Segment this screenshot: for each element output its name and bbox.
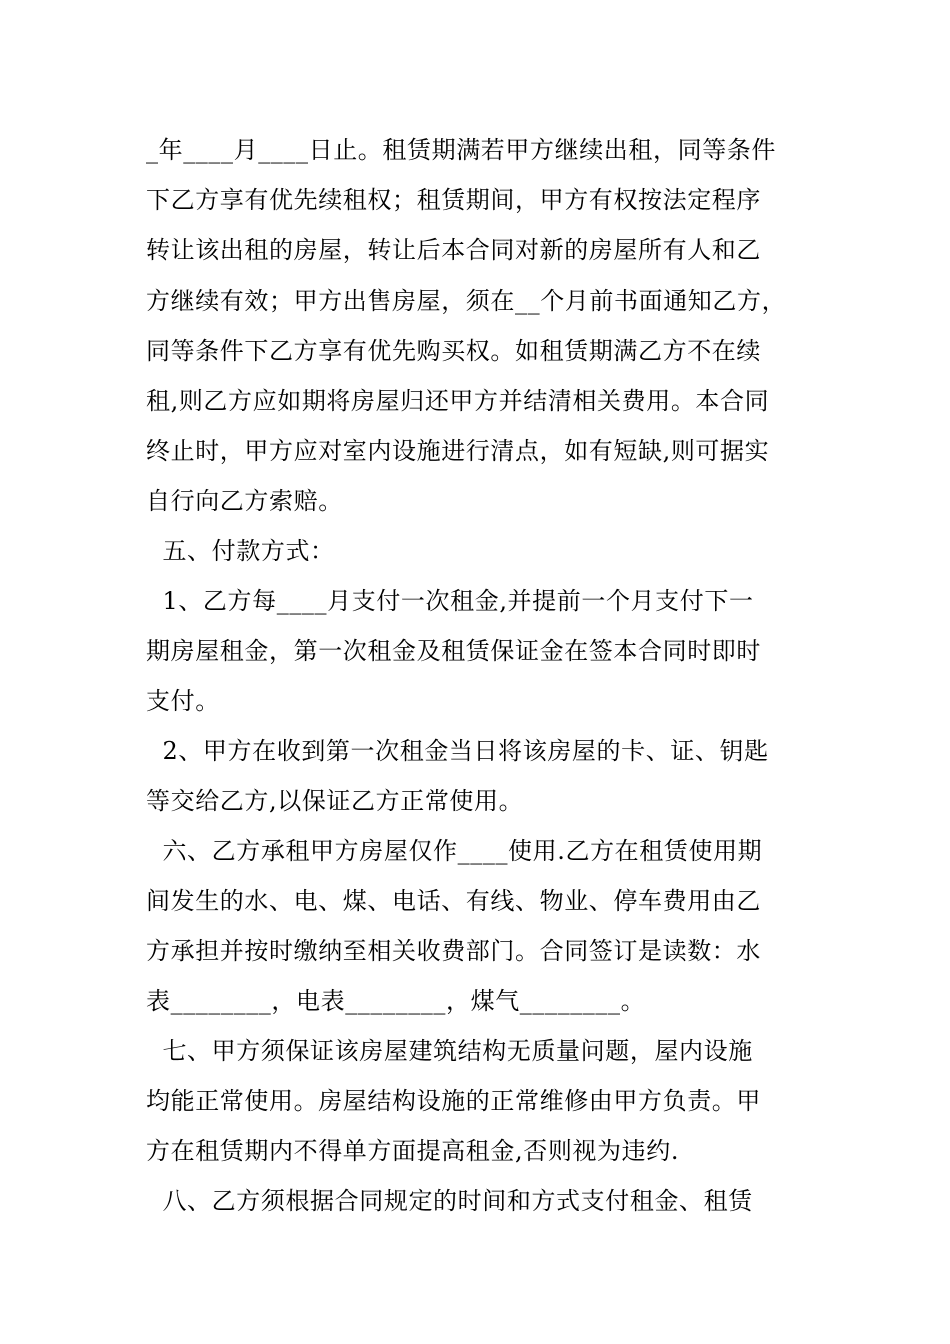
text-line: 1、乙方每____月支付一次租金,并提前一个月支付下一 (146, 587, 754, 615)
text-line: 租,则乙方应如期将房屋归还甲方并结清相关费用。本合同 (146, 387, 770, 415)
text-line: 表________，电表________，煤气________。 (146, 987, 646, 1015)
text-line: 期房屋租金，第一次租金及租赁保证金在签本合同时即时 (146, 637, 761, 665)
text-line: 七、甲方须保证该房屋建筑结构无质量问题，屋内设施 (146, 1037, 753, 1065)
text-line: 下乙方享有优先续租权；租赁期间，甲方有权按法定程序 (146, 186, 761, 214)
text-line: 方承担并按时缴纳至相关收费部门。合同签订是读数：水 (146, 937, 761, 965)
text-line: 同等条件下乙方享有优先购买权。如租赁期满乙方不在续 (146, 337, 761, 365)
section-heading: 五、付款方式： (146, 537, 335, 565)
text-line: 自行向乙方索赔。 (146, 487, 343, 515)
text-line: 方在租赁期内不得单方面提高租金,否则视为违约. (146, 1137, 680, 1165)
text-line: _年____月____日止。租赁期满若甲方继续出租，同等条件 (146, 136, 776, 164)
text-line: 间发生的水、电、煤、电话、有线、物业、停车费用由乙 (146, 887, 761, 915)
text-line: 六、乙方承租甲方房屋仅作____使用.乙方在租赁使用期 (146, 837, 763, 865)
text-line: 八、乙方须根据合同规定的时间和方式支付租金、租赁 (146, 1187, 753, 1215)
text-line: 均能正常使用。房屋结构设施的正常维修由甲方负责。甲 (146, 1087, 761, 1115)
text-line: 支付。 (146, 687, 220, 715)
text-line: 转让该出租的房屋，转让后本合同对新的房屋所有人和乙 (146, 236, 761, 264)
text-line: 等交给乙方,以保证乙方正常使用。 (146, 787, 524, 815)
text-line: 方继续有效；甲方出售房屋，须在__个月前书面通知乙方， (146, 287, 787, 315)
text-line: 2、甲方在收到第一次租金当日将该房屋的卡、证、钥匙 (146, 737, 769, 765)
text-line: 终止时，甲方应对室内设施进行清点，如有短缺,则可据实 (146, 437, 770, 465)
